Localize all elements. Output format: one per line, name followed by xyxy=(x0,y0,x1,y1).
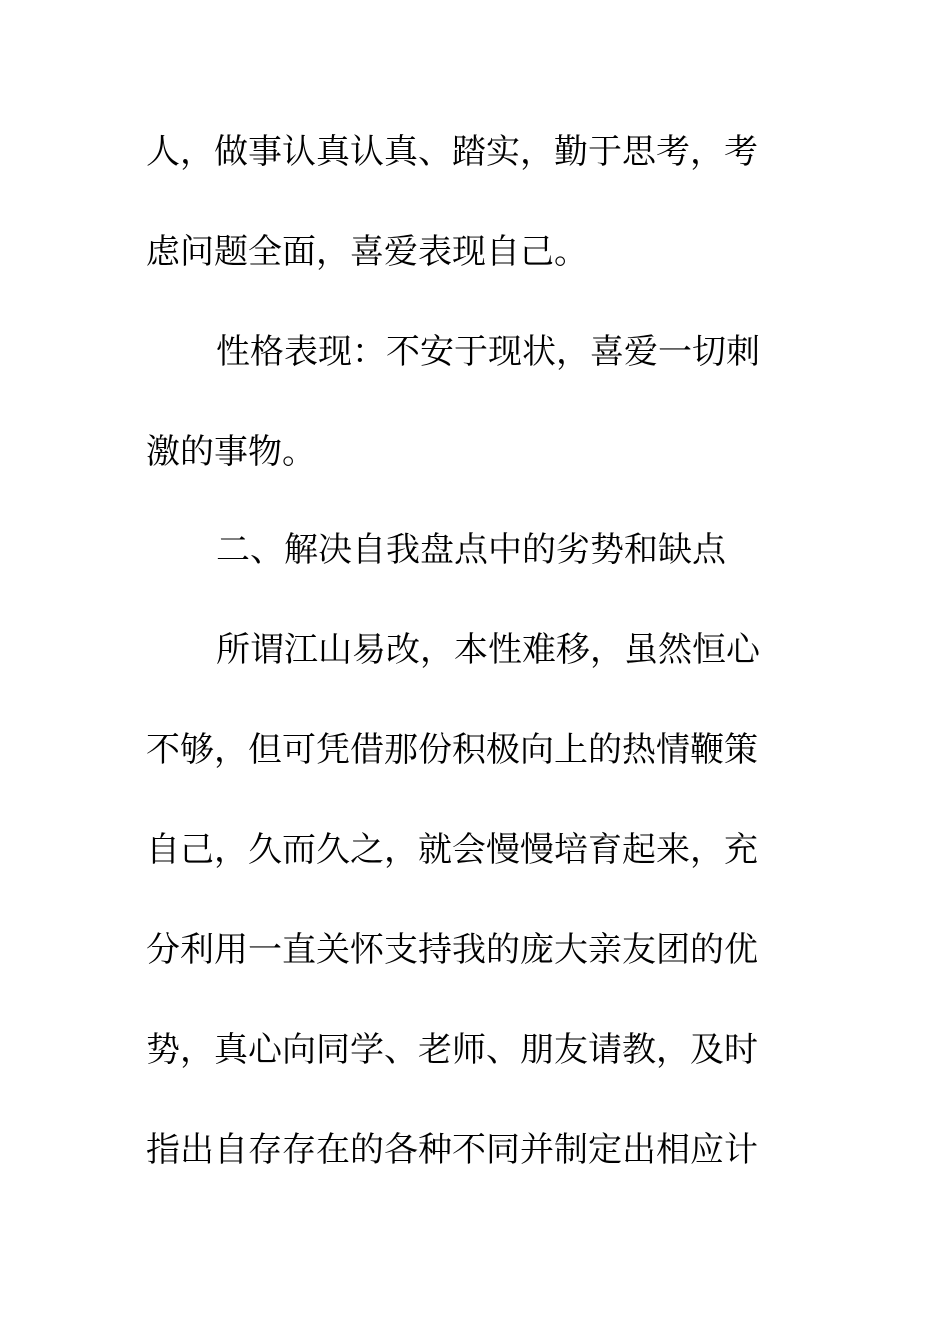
text-line: 性格表现：不安于现状，喜爱一切刺 xyxy=(216,332,760,372)
text-line: 虑问题全面，喜爱表现自己。 xyxy=(146,232,588,272)
section-heading: 二、解决自我盘点中的劣势和缺点 xyxy=(216,530,726,570)
text-line: 激的事物。 xyxy=(146,432,316,472)
text-line: 分利用一直关怀支持我的庞大亲友团的优 xyxy=(146,930,758,970)
text-line: 不够，但可凭借那份积极向上的热情鞭策 xyxy=(146,730,758,770)
text-line: 所谓江山易改，本性难移，虽然恒心 xyxy=(216,630,760,670)
text-line: 自己，久而久之，就会慢慢培育起来，充 xyxy=(146,830,758,870)
text-line: 人，做事认真认真、踏实，勤于思考，考 xyxy=(146,132,758,172)
text-line: 指出自存存在的各种不同并制定出相应计 xyxy=(146,1130,758,1170)
text-line: 势，真心向同学、老师、朋友请教，及时 xyxy=(146,1030,758,1070)
